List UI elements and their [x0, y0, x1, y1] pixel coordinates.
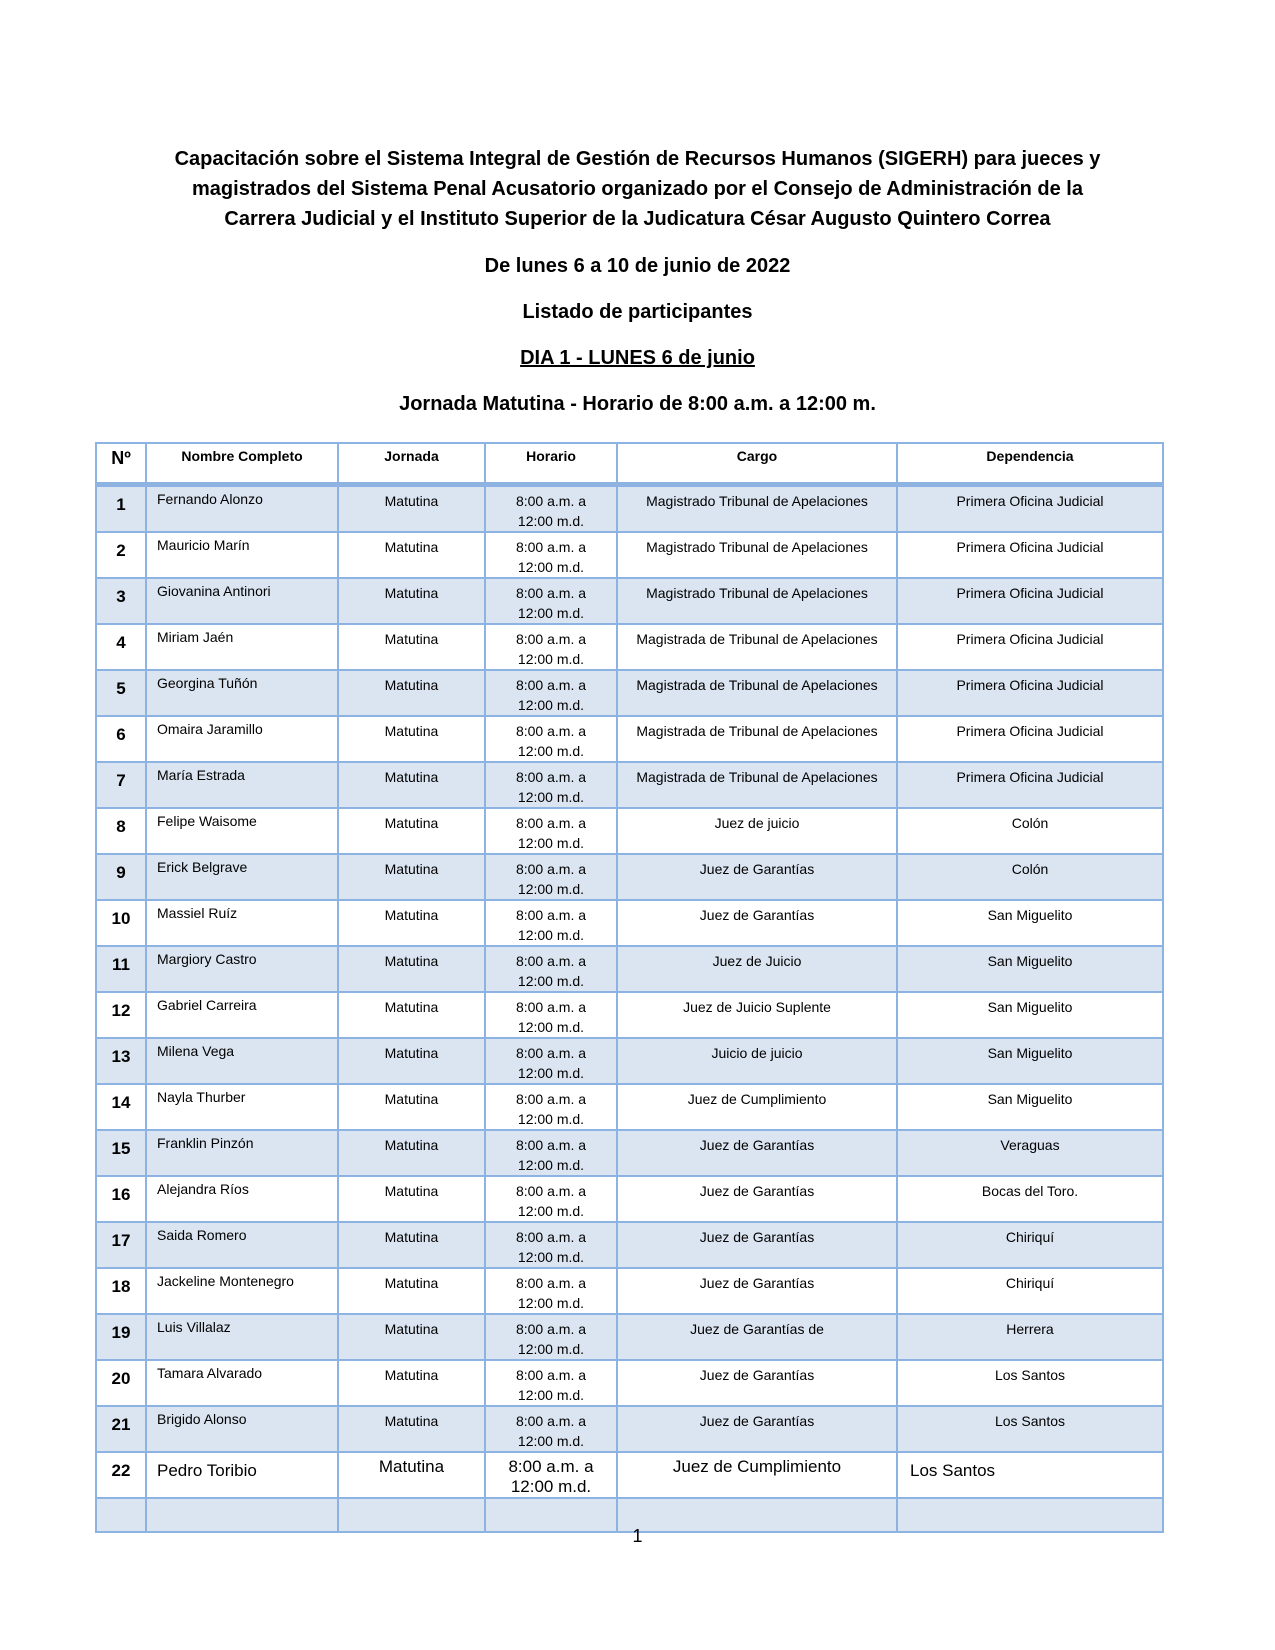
shift-cell: Matutina [338, 1130, 485, 1176]
office-cell: Chiriquí [897, 1222, 1163, 1268]
schedule-cell [485, 624, 617, 670]
participant-name: María Estrada [146, 762, 338, 808]
schedule-cell [485, 1314, 617, 1360]
table-row [96, 670, 1163, 716]
table-row [96, 1452, 1163, 1498]
shift-cell: Matutina [338, 1176, 485, 1222]
table-row [96, 1222, 1163, 1268]
table-row [96, 946, 1163, 992]
schedule-cell [485, 992, 617, 1038]
schedule-start: 8:00 a.m. a [515, 1091, 587, 1107]
participant-name: Tamara Alvarado [146, 1360, 338, 1406]
schedule-end: 12:00 m.d. [517, 697, 585, 713]
schedule-cell [485, 716, 617, 762]
table-row [96, 900, 1163, 946]
office-cell: Veraguas [897, 1130, 1163, 1176]
shift-cell: Matutina [338, 1452, 485, 1498]
office-cell: Primera Oficina Judicial [897, 485, 1163, 533]
column-header-shift: Jornada [338, 443, 485, 485]
shift-cell: Matutina [338, 1314, 485, 1360]
schedule-start: 8:00 a.m. a [515, 585, 587, 601]
participant-name: Gabriel Carreira [146, 992, 338, 1038]
schedule-start: 8:00 a.m. a [515, 1183, 587, 1199]
shift-cell: Matutina [338, 900, 485, 946]
participant-name: Saida Romero [146, 1222, 338, 1268]
schedule-start: 8:00 a.m. a [515, 539, 587, 555]
schedule-start: 8:00 a.m. a [515, 1229, 587, 1245]
schedule-end: 12:00 m.d. [517, 1065, 585, 1081]
office-cell: Los Santos [897, 1406, 1163, 1452]
office-cell: Primera Oficina Judicial [897, 716, 1163, 762]
office-cell: Primera Oficina Judicial [897, 624, 1163, 670]
schedule-cell [485, 485, 617, 533]
table-row [96, 1268, 1163, 1314]
row-number: 9 [96, 854, 146, 900]
row-number: 15 [96, 1130, 146, 1176]
schedule-cell [485, 1130, 617, 1176]
participant-name: Nayla Thurber [146, 1084, 338, 1130]
position-cell: Magistrado Tribunal de Apelaciones [617, 485, 897, 533]
position-cell: Juez de Cumplimiento [617, 1452, 897, 1498]
office-cell: Los Santos [897, 1452, 1163, 1498]
title-line-2: magistrados del Sistema Penal Acusatorio organizado por el Consejo de Administración de la [192, 178, 1083, 200]
shift-cell: Matutina [338, 1360, 485, 1406]
row-number: 12 [96, 992, 146, 1038]
position-cell: Magistrado Tribunal de Apelaciones [617, 578, 897, 624]
schedule-cell [485, 1084, 617, 1130]
schedule-start: 8:00 a.m. a [515, 861, 587, 877]
shift-cell: Matutina [338, 808, 485, 854]
position-cell: Juez de Garantías [617, 1176, 897, 1222]
schedule-end: 12:00 m.d. [517, 1249, 585, 1265]
shift-cell: Matutina [338, 485, 485, 533]
position-cell: Juez de Garantías [617, 854, 897, 900]
shift-cell: Matutina [338, 1084, 485, 1130]
schedule-cell [485, 1222, 617, 1268]
participant-name: Brigido Alonso [146, 1406, 338, 1452]
schedule-cell [485, 900, 617, 946]
session-heading: Jornada Matutina - Horario de 8:00 a.m. a 12:00 m. [399, 393, 876, 415]
row-number: 20 [96, 1360, 146, 1406]
participant-name: Miriam Jaén [146, 624, 338, 670]
participant-name: Erick Belgrave [146, 854, 338, 900]
schedule-cell [485, 1452, 617, 1498]
schedule-end: 12:00 m.d. [517, 1203, 585, 1219]
schedule-start: 8:00 a.m. a [515, 999, 587, 1015]
participant-name: Margiory Castro [146, 946, 338, 992]
row-number: 18 [96, 1268, 146, 1314]
page-number: 1 [632, 1526, 643, 1546]
participant-name: Omaira Jaramillo [146, 716, 338, 762]
table-row [96, 1314, 1163, 1360]
table-row [96, 624, 1163, 670]
table-row [96, 854, 1163, 900]
position-cell: Juez de juicio [617, 808, 897, 854]
shift-cell: Matutina [338, 624, 485, 670]
column-header-name: Nombre Completo [146, 443, 338, 485]
schedule-cell [485, 854, 617, 900]
row-number: 14 [96, 1084, 146, 1130]
table-row [96, 532, 1163, 578]
row-number: 13 [96, 1038, 146, 1084]
office-cell: San Miguelito [897, 946, 1163, 992]
schedule-start: 8:00 a.m. a [515, 907, 587, 923]
schedule-cell [485, 1406, 617, 1452]
row-number: 21 [96, 1406, 146, 1452]
schedule-end: 12:00 m.d. [517, 1157, 585, 1173]
schedule-end: 12:00 m.d. [517, 1111, 585, 1127]
office-cell: San Miguelito [897, 1038, 1163, 1084]
position-cell: Magistrado Tribunal de Apelaciones [617, 532, 897, 578]
column-header-office: Dependencia [897, 443, 1163, 485]
row-number: 3 [96, 578, 146, 624]
table-row [96, 716, 1163, 762]
office-cell: Bocas del Toro. [897, 1176, 1163, 1222]
schedule-end: 12:00 m.d. [517, 1341, 585, 1357]
row-number: 6 [96, 716, 146, 762]
office-cell: Colón [897, 854, 1163, 900]
table-row [96, 1406, 1163, 1452]
column-header-position: Cargo [617, 443, 897, 485]
schedule-start: 8:00 a.m. a [515, 1275, 587, 1291]
participant-name: Fernando Alonzo [146, 485, 338, 533]
document-header [120, 144, 1155, 416]
table-row [96, 1360, 1163, 1406]
schedule-cell [485, 532, 617, 578]
position-cell: Juez de Cumplimiento [617, 1084, 897, 1130]
column-header-number: Nº [96, 443, 146, 485]
table-row [96, 1176, 1163, 1222]
table-row [96, 808, 1163, 854]
row-number: 4 [96, 624, 146, 670]
schedule-end: 12:00 m.d. [517, 743, 585, 759]
position-cell: Magistrada de Tribunal de Apelaciones [617, 624, 897, 670]
shift-cell: Matutina [338, 578, 485, 624]
schedule-cell [485, 670, 617, 716]
position-cell: Juez de Juicio Suplente [617, 992, 897, 1038]
row-number: 11 [96, 946, 146, 992]
schedule-end: 12:00 m.d. [517, 1433, 585, 1449]
schedule-cell [485, 1038, 617, 1084]
day-heading: DIA 1 - LUNES 6 de junio [520, 347, 755, 369]
position-cell: Magistrada de Tribunal de Apelaciones [617, 762, 897, 808]
office-cell: Primera Oficina Judicial [897, 762, 1163, 808]
position-cell: Juez de Garantías [617, 1406, 897, 1452]
position-cell: Magistrada de Tribunal de Apelaciones [617, 670, 897, 716]
position-cell: Juez de Garantías [617, 1130, 897, 1176]
office-cell: Chiriquí [897, 1268, 1163, 1314]
schedule-end: 12:00 m.d. [517, 927, 585, 943]
participant-name: Massiel Ruíz [146, 900, 338, 946]
position-cell: Juez de Garantías [617, 1268, 897, 1314]
participant-name: Alejandra Ríos [146, 1176, 338, 1222]
position-cell: Juez de Juicio [617, 946, 897, 992]
row-number: 8 [96, 808, 146, 854]
participant-name: Franklin Pinzón [146, 1130, 338, 1176]
office-cell: Primera Oficina Judicial [897, 532, 1163, 578]
schedule-cell [485, 946, 617, 992]
schedule-end: 12:00 m.d. [517, 651, 585, 667]
schedule-cell [485, 762, 617, 808]
table-row [96, 992, 1163, 1038]
table-row [96, 1084, 1163, 1130]
schedule-start: 8:00 a.m. a [508, 1457, 594, 1476]
shift-cell: Matutina [338, 1222, 485, 1268]
shift-cell: Matutina [338, 532, 485, 578]
shift-cell: Matutina [338, 1406, 485, 1452]
row-number: 22 [96, 1452, 146, 1498]
title-line-3: Carrera Judicial y el Instituto Superior de la Judicatura César Augusto Quintero Correa [224, 208, 1051, 230]
shift-cell: Matutina [338, 670, 485, 716]
office-cell: Colón [897, 808, 1163, 854]
position-cell: Juez de Garantías de [617, 1314, 897, 1360]
schedule-start: 8:00 a.m. a [515, 723, 587, 739]
row-number: 5 [96, 670, 146, 716]
schedule-end: 12:00 m.d. [517, 513, 585, 529]
shift-cell: Matutina [338, 992, 485, 1038]
row-number: 10 [96, 900, 146, 946]
shift-cell: Matutina [338, 1038, 485, 1084]
participant-name: Pedro Toribio [146, 1452, 338, 1498]
shift-cell: Matutina [338, 946, 485, 992]
schedule-end: 12:00 m.d. [517, 1295, 585, 1311]
position-cell: Juez de Garantías [617, 1222, 897, 1268]
office-cell: Primera Oficina Judicial [897, 578, 1163, 624]
participant-name: Felipe Waisome [146, 808, 338, 854]
shift-cell: Matutina [338, 762, 485, 808]
office-cell: San Miguelito [897, 1084, 1163, 1130]
position-cell: Juez de Garantías [617, 900, 897, 946]
row-number: 17 [96, 1222, 146, 1268]
row-number: 7 [96, 762, 146, 808]
schedule-start: 8:00 a.m. a [515, 631, 587, 647]
row-number: 2 [96, 532, 146, 578]
schedule-end: 12:00 m.d. [517, 789, 585, 805]
schedule-cell [485, 1268, 617, 1314]
participant-name: Jackeline Montenegro [146, 1268, 338, 1314]
schedule-cell [485, 1360, 617, 1406]
row-number: 19 [96, 1314, 146, 1360]
schedule-cell [485, 808, 617, 854]
shift-cell: Matutina [338, 716, 485, 762]
participant-name: Giovanina Antinori [146, 578, 338, 624]
table-row [96, 485, 1163, 533]
office-cell: Los Santos [897, 1360, 1163, 1406]
position-cell: Juicio de juicio [617, 1038, 897, 1084]
schedule-start: 8:00 a.m. a [515, 815, 587, 831]
participant-name: Milena Vega [146, 1038, 338, 1084]
table-row [96, 1130, 1163, 1176]
schedule-end: 12:00 m.d. [517, 605, 585, 621]
table-row [96, 1038, 1163, 1084]
title-line-1: Capacitación sobre el Sistema Integral de Gestión de Recursos Humanos (SIGERH) para jueces y [174, 148, 1101, 170]
row-number: 1 [96, 485, 146, 533]
position-cell: Magistrada de Tribunal de Apelaciones [617, 716, 897, 762]
office-cell: San Miguelito [897, 900, 1163, 946]
schedule-start: 8:00 a.m. a [515, 1137, 587, 1153]
schedule-end: 12:00 m.d. [517, 835, 585, 851]
listing-heading: Listado de participantes [522, 301, 753, 323]
shift-cell: Matutina [338, 1268, 485, 1314]
schedule-end: 12:00 m.d. [517, 881, 585, 897]
date-range: De lunes 6 a 10 de junio de 2022 [484, 255, 791, 277]
office-cell: San Miguelito [897, 992, 1163, 1038]
row-number: 16 [96, 1176, 146, 1222]
column-header-schedule: Horario [485, 443, 617, 485]
schedule-end: 12:00 m.d. [517, 559, 585, 575]
schedule-start: 8:00 a.m. a [515, 769, 587, 785]
schedule-end: 12:00 m.d. [517, 1019, 585, 1035]
schedule-end: 12:00 m.d. [517, 1387, 585, 1403]
schedule-cell [485, 578, 617, 624]
schedule-start: 8:00 a.m. a [515, 493, 587, 509]
position-cell: Juez de Garantías [617, 1360, 897, 1406]
office-cell: Primera Oficina Judicial [897, 670, 1163, 716]
office-cell: Herrera [897, 1314, 1163, 1360]
schedule-start: 8:00 a.m. a [515, 953, 587, 969]
table-body [96, 485, 1163, 1533]
participant-name: Mauricio Marín [146, 532, 338, 578]
table-row [96, 578, 1163, 624]
participant-name: Georgina Tuñón [146, 670, 338, 716]
schedule-start: 8:00 a.m. a [515, 1413, 587, 1429]
schedule-start: 8:00 a.m. a [515, 1321, 587, 1337]
schedule-end: 12:00 m.d. [510, 1477, 592, 1496]
schedule-start: 8:00 a.m. a [515, 1367, 587, 1383]
schedule-start: 8:00 a.m. a [515, 1045, 587, 1061]
schedule-cell [485, 1176, 617, 1222]
schedule-end: 12:00 m.d. [517, 973, 585, 989]
table-header-row [96, 443, 1163, 485]
schedule-start: 8:00 a.m. a [515, 677, 587, 693]
table-row [96, 762, 1163, 808]
participant-name: Luis Villalaz [146, 1314, 338, 1360]
participants-table [95, 442, 1164, 1533]
shift-cell: Matutina [338, 854, 485, 900]
